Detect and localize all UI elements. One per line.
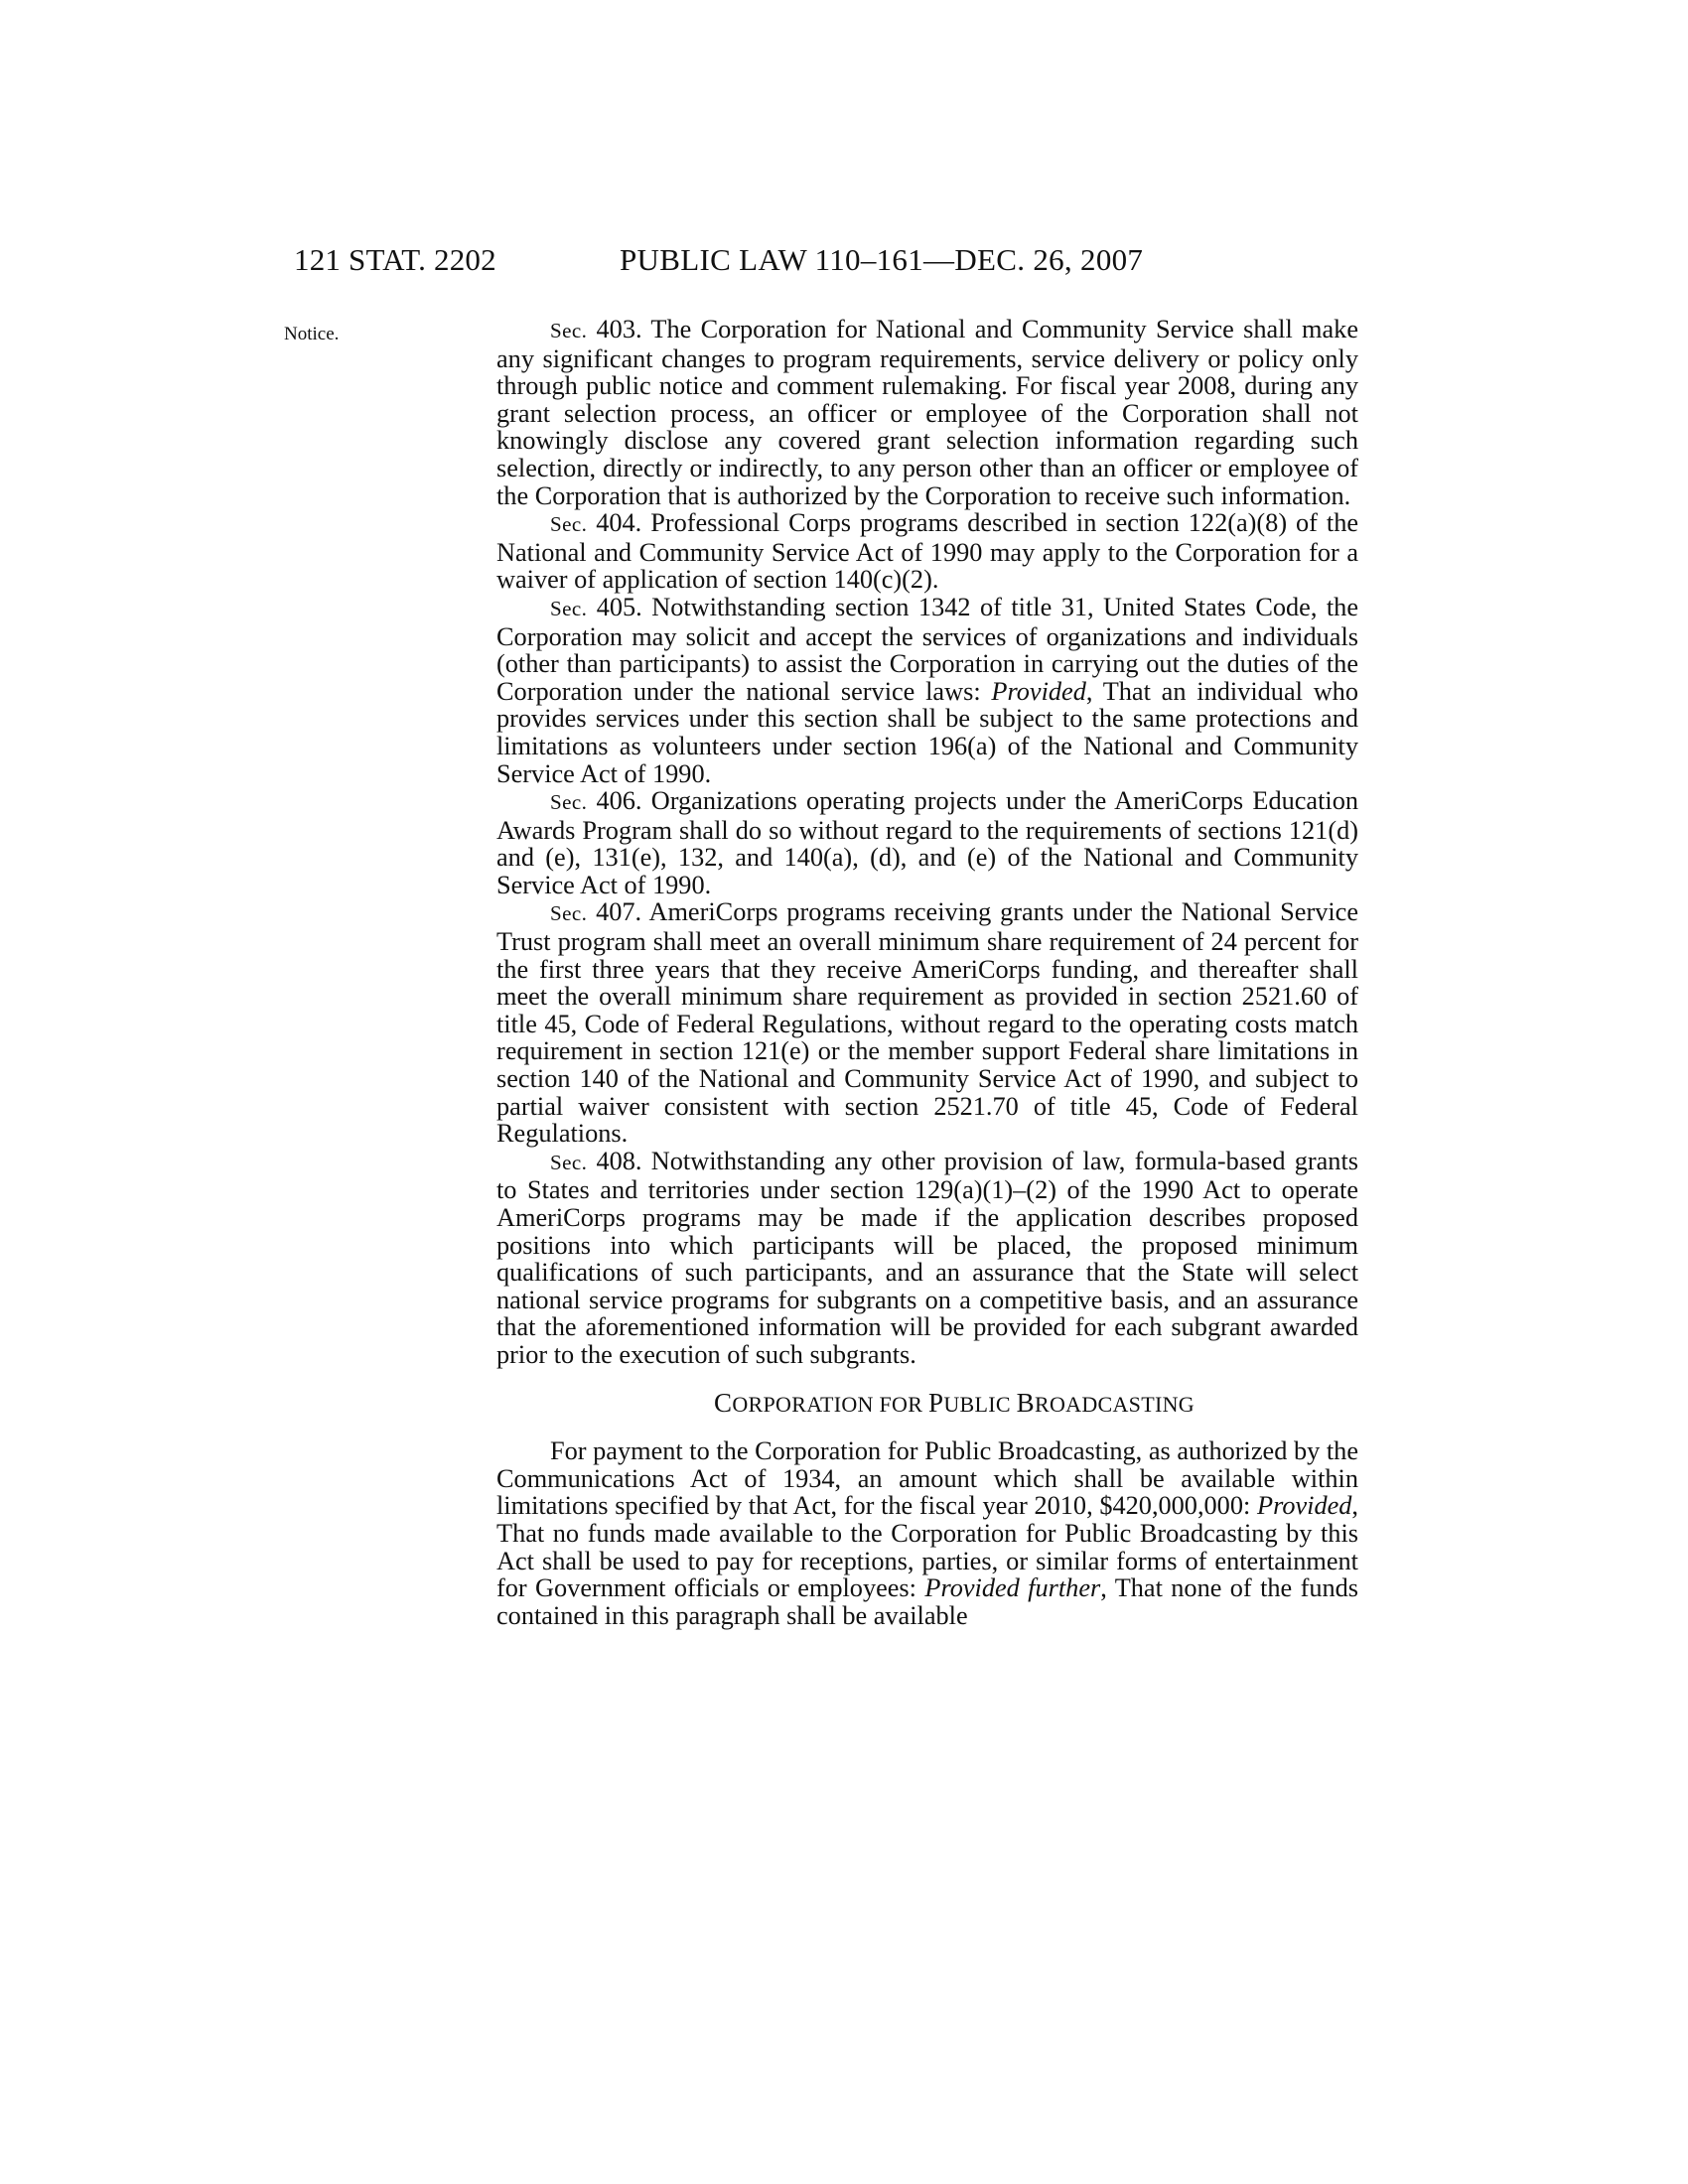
page-header (0, 242, 1688, 282)
margin-note: Notice. (284, 324, 340, 344)
section-text-continued: , That an individual who provides services under this section shall be subject to the same protections and limitations as volunteers under section 196(a) of the National and Community Service Act of 1990. (496, 676, 1358, 788)
document-body (496, 316, 1358, 1629)
section-407 (496, 898, 1358, 1147)
sec-label: Sec. (550, 512, 588, 537)
section-408 (496, 1148, 1358, 1369)
section-number: 406. (596, 786, 642, 816)
section-number: 403. (596, 315, 642, 343)
sec-label: Sec. (550, 901, 588, 926)
provided-further-italic: Provided further (924, 1573, 1101, 1603)
section-text: Notwithstanding any other provision of law, formula-based grants to States and territories under section 129(a)(1)–(2) of the 1990 Act to operate AmeriCorps programs may be made if the application describes proposed positions into which participants will be placed, the proposed minimum qualifications of such participants, and an assurance that the State will select national service programs for subgrants on a competitive basis, and an assurance that the aforementioned information will be provided for each subgrant awarded prior to the execution of such subgrants. (496, 1146, 1358, 1369)
section-number: 408. (596, 1146, 642, 1175)
sec-label: Sec. (550, 319, 588, 342)
section-number: 405. (596, 592, 642, 621)
section-heading: CORPORATION FOR PUBLIC BROADCASTING (714, 1387, 1195, 1418)
sec-label: Sec. (550, 596, 588, 620)
provided-italic: Provided (1257, 1491, 1352, 1521)
section-number: 404. (596, 508, 642, 538)
provided-italic: Provided (991, 676, 1086, 706)
section-404 (496, 509, 1358, 594)
section-403 (496, 316, 1358, 509)
sec-label: Sec. (550, 1150, 588, 1174)
section-text: AmeriCorps programs receiving grants under the National Service Trust program shall meet an overall minimum share requirement of 24 percent for the first three years that they receive AmeriCorps funding, and thereafter shall meet the overall minimum share requirement as provided in section 2521.60 of title 45, Code of Federal Regulations, without regard to the operating costs match requirement in section 121(e) or the member support Federal share limitations in section 140 of the National and Community Service Act of 1990, and subject to partial waiver consistent with section 2521.70 of title 45, Code of Federal Regulations. (496, 897, 1359, 1149)
section-text: Organizations operating projects under the AmeriCorps Education Awards Program shall do so without regard to the requirements of sections 121(d) and (e), 131(e), 132, and 140(a), (d), and (e) of the National and Community Service Act of 1990. (496, 786, 1358, 899)
sec-label: Sec. (550, 790, 588, 815)
stat-page-number: 121 STAT. 2202 (294, 242, 496, 277)
public-law-title: PUBLIC LAW 110–161—DEC. 26, 2007 (620, 242, 1144, 277)
section-text: The Corporation for National and Community Service shall make any significant changes to program requirements, service delivery or policy only through public notice and comment rulemaking. For fiscal year 2008, during any grant selection process, an officer or employee of the Corporation shall not knowingly disclose any covered grant selection information regarding such selection, directly or indirectly, to any person other than an officer or employee of the Corporation that is authorized by the Corporation to receive such information. (496, 315, 1358, 510)
section-number: 407. (596, 897, 642, 927)
section-text: Professional Corps programs described in section 122(a)(8) of the National and Community Service Act of 1990 may apply to the Corporation for a waiver of application of section 140(c)(2). (496, 508, 1359, 595)
appropriation-paragraph: For payment to the Corporation for Public Broadcasting, as authorized by the Communications Act of 1934, an amount which shall be available within limitations specified by that Act, for the fiscal year 2010, $420,000,000: Provided, That no funds made available to the Corporation for Public Broadcasting by this Act shall be used to pay for receptions, parties, or similar forms of entertainment for Government officials or employees: Provided further, That none of the funds contained in this paragraph shall be available (496, 1436, 1359, 1630)
section-text: Notwithstanding section 1342 of title 31, United States Code, the Corporation may solicit and accept the services of organizations and individuals (other than participants) to assist the Corporation in carrying out the duties of the Corporation under the national service laws: (496, 592, 1359, 706)
section-406 (496, 787, 1358, 898)
section-405 (496, 594, 1358, 787)
